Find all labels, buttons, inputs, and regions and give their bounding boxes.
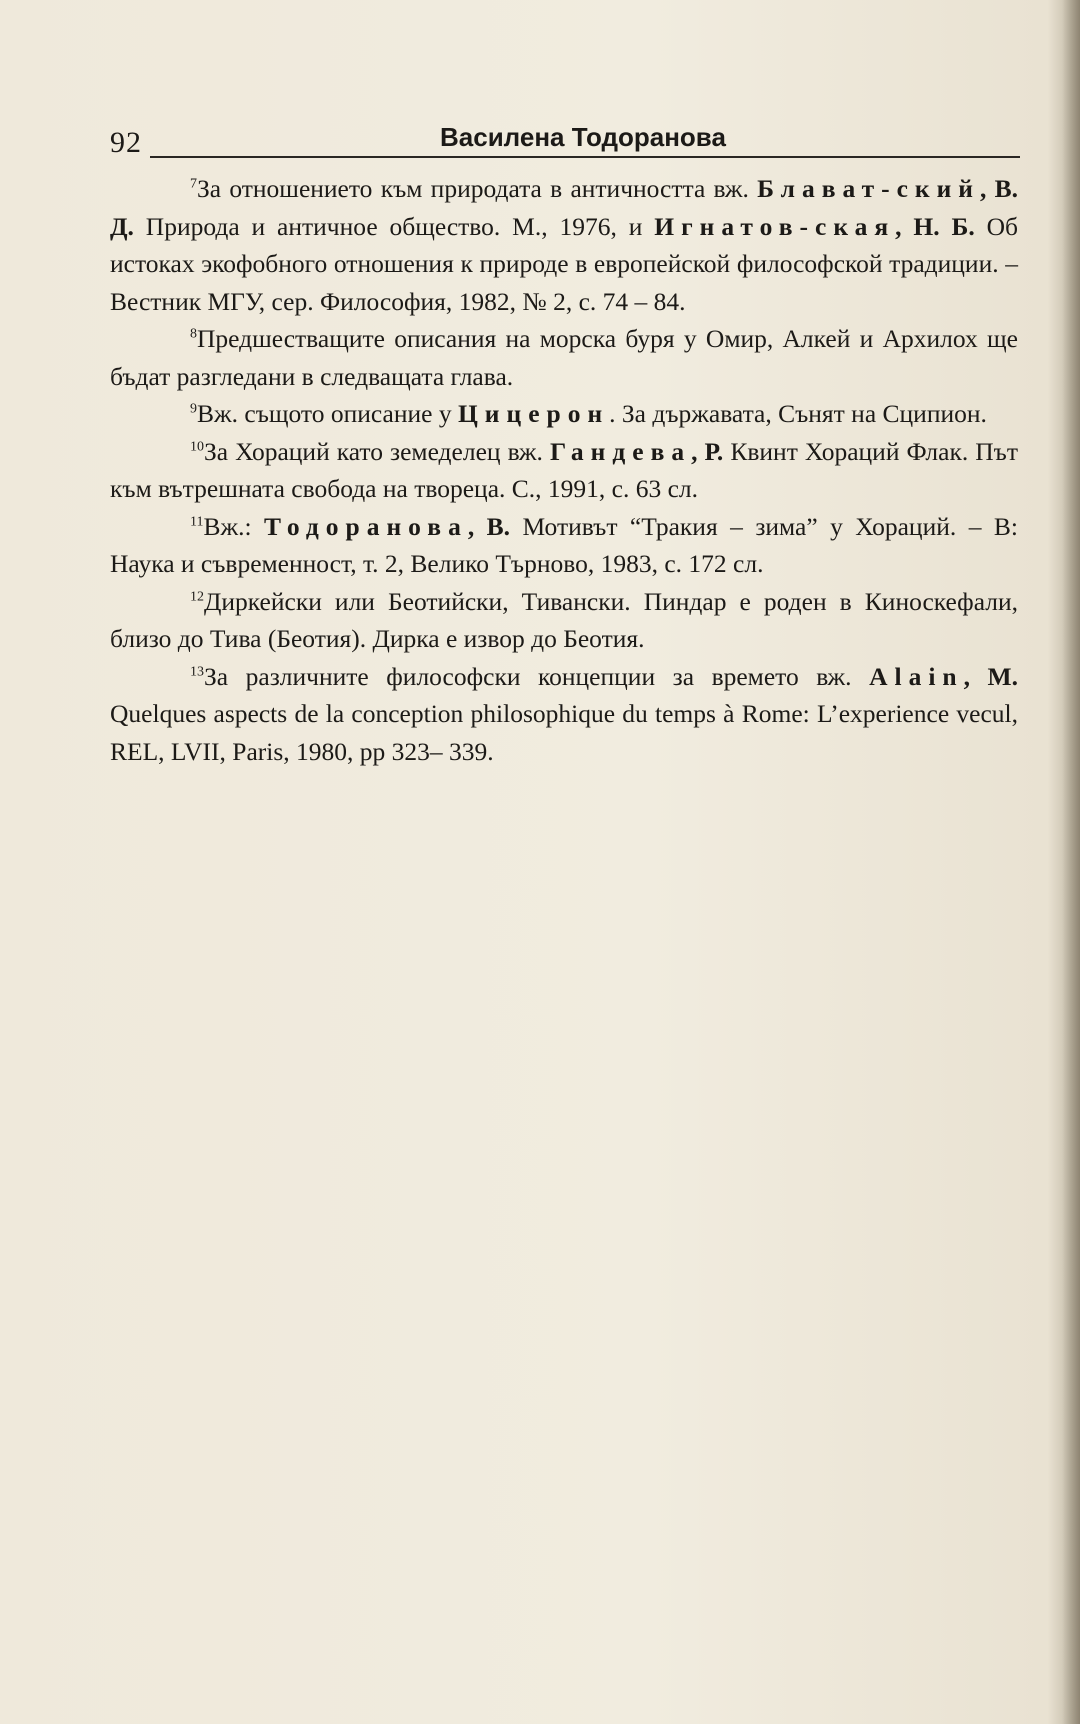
footnote — [110, 658, 1018, 771]
footnote-text: Вж. същото описание у — [197, 399, 458, 428]
footnote-text: Диркейски или Беотийски, Тивански. Пиндар е роден в Киноскефали, близо до Тива (Беотия). Дирка е извор до Беотия. — [110, 586, 1018, 653]
footnote — [110, 433, 1018, 508]
footnote-number: 13 — [190, 664, 204, 679]
footnote-text: , Р. — [691, 436, 724, 466]
page-number: 92 — [110, 126, 142, 159]
footnote — [110, 395, 1018, 433]
footnote-text: , Н. Б. — [895, 211, 975, 241]
footnote-text: За отношението към природата в античността вж. — [197, 174, 758, 203]
footnote-text: Предшестващите описания на морска буря у Омир, Алкей и Архилох ще бъдат разгледани в следващата глава. — [110, 324, 1018, 391]
author-name: Блават-ский — [757, 174, 980, 203]
footnote-text: За Хораций като земеделец вж. — [204, 436, 550, 466]
footnote-text: . За държавата, Сънят на Сципион. — [609, 399, 987, 428]
page-header — [110, 122, 1020, 162]
footnotes — [110, 170, 1018, 770]
footnote — [110, 320, 1018, 395]
footnote-text: Природа и античное общество. М., 1976, и — [133, 211, 655, 241]
header-rule — [150, 156, 1020, 158]
footnote — [110, 583, 1018, 658]
footnote-text: За различните философски концепции за времето вж. — [204, 661, 870, 691]
footnote-text: , В. — [467, 511, 511, 541]
footnote-text: Мотивът “Тракия – зима” у Хораций. – В: Наука и съвременност, т. 2, Велико Търново, 1983, с. 172 сл. — [110, 511, 1018, 578]
footnote-text: Квинт Хораций Флак. Път към вътрешната свобода на твореца. С., 1991, с. 63 сл. — [110, 436, 1019, 503]
footnote-text: Quelques aspects de la conception philosophique du temps à Rome: L’experience vecul, REL, LVII, Paris, 1980, pp 323– 339. — [110, 699, 1018, 766]
author-name: Игнатов-ская — [654, 211, 896, 241]
footnote-text: Вж.: — [203, 511, 265, 541]
author-name: Alain — [869, 661, 964, 691]
author-name: Тодоранова — [264, 511, 468, 541]
footnote-number: 8 — [190, 326, 197, 342]
footnote — [110, 170, 1018, 320]
footnote-number: 11 — [190, 514, 204, 529]
footnote-text: , В. Д. — [110, 174, 1019, 241]
footnote-text: , M. — [963, 661, 1018, 691]
page-edge-shadow — [1062, 0, 1080, 1724]
author-name: Гандева — [549, 436, 692, 466]
footnote — [110, 508, 1018, 583]
author-name: Цицерон — [457, 399, 610, 428]
footnote-text: Об истоках экофобного отношения к природе в европейской философской традиции. – Вестник МГУ, сер. Философия, 1982, № 2, с. 74 – 84. — [110, 211, 1018, 316]
running-title: Василена Тодоранова — [440, 122, 726, 152]
footnote-number: 10 — [190, 439, 204, 454]
footnote-number: 12 — [190, 589, 204, 604]
footnote-number: 7 — [190, 176, 197, 192]
footnote-number: 9 — [190, 401, 197, 417]
